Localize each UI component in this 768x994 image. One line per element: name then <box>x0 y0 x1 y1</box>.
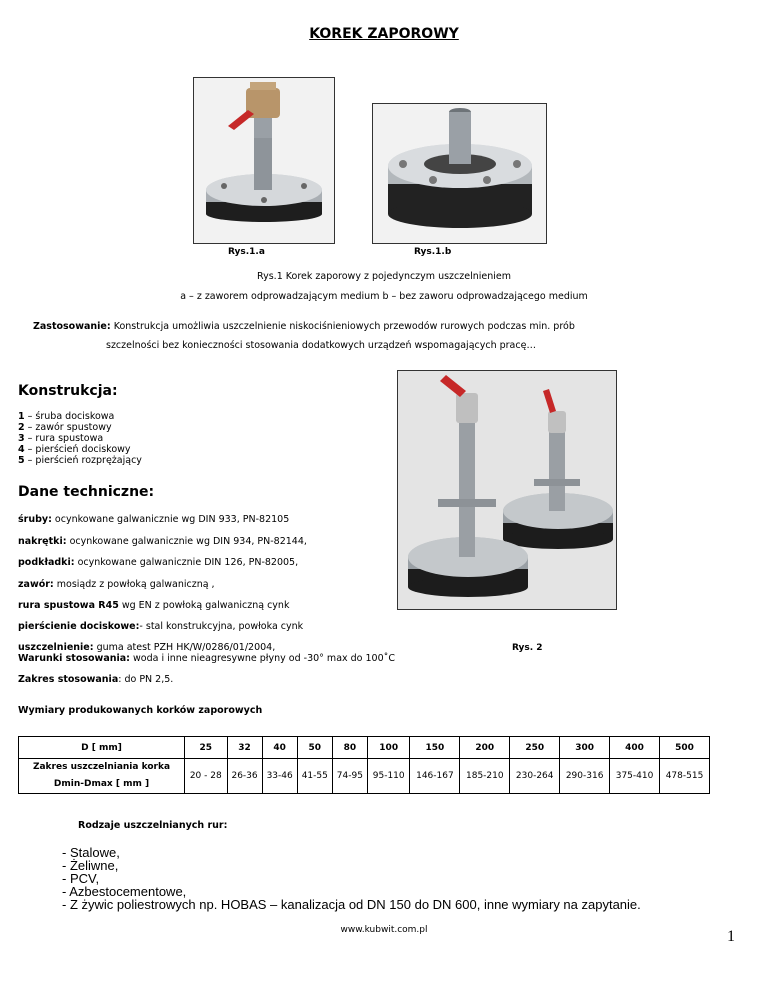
pipe-types-list <box>62 846 762 911</box>
table-cell: 150 <box>410 737 460 759</box>
figure1-caption: Rys.1 Korek zaporowy z pojedynczym uszczelnieniem <box>257 271 511 282</box>
warunki-stosowania: Warunki stosowania: woda i inne nieagresywne płyny od -30° max do 100˚C <box>18 653 396 664</box>
zakres-stosowania: Zakres stosowania: do PN 2,5. <box>18 674 174 685</box>
konstrukcja-list <box>18 411 142 466</box>
dane-section <box>18 484 154 500</box>
table-cell: 230-264 <box>510 759 560 794</box>
table-cell: 375-410 <box>610 759 660 794</box>
stopper-without-valve-illustration <box>373 104 546 243</box>
wymiary-heading: Wymiary produkowanych korków zaporowych <box>18 705 263 716</box>
label-rys-2: Rys. 2 <box>512 643 543 653</box>
two-stoppers-illustration <box>398 371 616 609</box>
table-cell: 25 <box>185 737 228 759</box>
table-cell: 80 <box>332 737 367 759</box>
table-cell: 26-36 <box>227 759 262 794</box>
zastosowanie-line2: szczelności bez konieczności stosowania dodatkowych urządzeń wspomagających pracę… <box>106 340 536 351</box>
table-cell: 32 <box>227 737 262 759</box>
list-item: - PCV, <box>62 871 100 886</box>
table-row <box>19 737 710 759</box>
page-title: KOREK ZAPOROWY <box>309 26 459 42</box>
zastosowanie-line1 <box>33 320 575 333</box>
zastosowanie-text1: Konstrukcja umożliwia uszczelnienie niskociśnieniowych przewodów rurowych podczas min. prób <box>113 321 575 332</box>
table-cell: 146-167 <box>410 759 460 794</box>
label-rys-1b: Rys.1.b <box>414 247 452 257</box>
list-item: - Azbestocementowe, <box>62 884 187 899</box>
footer-url[interactable]: www.kubwit.com.pl <box>340 925 428 935</box>
table-cell: 200 <box>460 737 510 759</box>
dane-item: pierścienie dociskowe:- stal konstrukcyjna, powłoka cynk <box>18 621 304 632</box>
list-item: - Żeliwne, <box>62 858 119 873</box>
konstrukcja-item: 4 – pierścień dociskowy <box>18 444 131 455</box>
label-rys-1a: Rys.1.a <box>228 247 265 257</box>
table-cell: 50 <box>297 737 332 759</box>
table-cell: 20 - 28 <box>185 759 228 794</box>
table-cell: 400 <box>610 737 660 759</box>
dane-item: śruby: ocynkowane galwanicznie wg DIN 933, PN-82105 <box>18 514 290 525</box>
photo-rys-2 <box>397 370 617 610</box>
table-cell: 300 <box>560 737 610 759</box>
table-row <box>19 759 710 794</box>
dane-item: nakrętki: ocynkowane galwanicznie wg DIN 934, PN-82144, <box>18 536 307 547</box>
table-header-range: Zakres uszczelniania korka Dmin-Dmax [ mm ] <box>19 759 185 794</box>
dane-item: uszczelnienie: guma atest PZH HK/W/0286/01/2004, <box>18 642 276 653</box>
dane-heading: Dane techniczne: <box>18 484 155 500</box>
table-cell: 41-55 <box>297 759 332 794</box>
dane-item: zawór: mosiądz z powłoką galwaniczną , <box>18 579 215 590</box>
dane-item: rura spustowa R45 wg EN z powłoką galwaniczną cynk <box>18 600 290 611</box>
konstrukcja-item: 5 – pierścień rozprężający <box>18 455 142 466</box>
table-header-d: D [ mm] <box>19 737 185 759</box>
dimensions-table <box>18 736 710 794</box>
page-number: 1 <box>727 928 735 945</box>
konstrukcja-item: 1 – śruba dociskowa <box>18 411 115 422</box>
list-item: - Stalowe, <box>62 845 120 860</box>
konstrukcja-item: 3 – rura spustowa <box>18 433 104 444</box>
table-cell: 250 <box>510 737 560 759</box>
table-cell: 40 <box>262 737 297 759</box>
table-cell: 500 <box>659 737 709 759</box>
table-cell: 290-316 <box>560 759 610 794</box>
table-cell: 74-95 <box>332 759 367 794</box>
konstrukcja-item: 2 – zawór spustowy <box>18 422 112 433</box>
table-cell: 185-210 <box>460 759 510 794</box>
konstrukcja-heading: Konstrukcja: <box>18 383 118 399</box>
dane-item: podkładki: ocynkowane galwanicznie DIN 126, PN-82005, <box>18 557 299 568</box>
list-item: - Z żywic poliestrowych np. HOBAS – kanalizacja od DN 150 do DN 600, inne wymiary na zapytanie. <box>62 897 641 912</box>
photo-rys-1a <box>193 77 335 244</box>
figure1-caption-sub: a – z zaworem odprowadzającym medium b – bez zaworu odprowadzającego medium <box>180 291 588 302</box>
rodzaje-heading: Rodzaje uszczelnianych rur: <box>78 820 228 831</box>
table-cell: 33-46 <box>262 759 297 794</box>
zastosowanie-label: Zastosowanie: <box>33 321 111 332</box>
stopper-with-valve-illustration <box>194 78 334 243</box>
table-cell: 95-110 <box>367 759 410 794</box>
konstrukcja-section <box>18 383 118 399</box>
table-cell: 478-515 <box>659 759 709 794</box>
table-cell: 100 <box>367 737 410 759</box>
photo-rys-1b <box>372 103 547 244</box>
